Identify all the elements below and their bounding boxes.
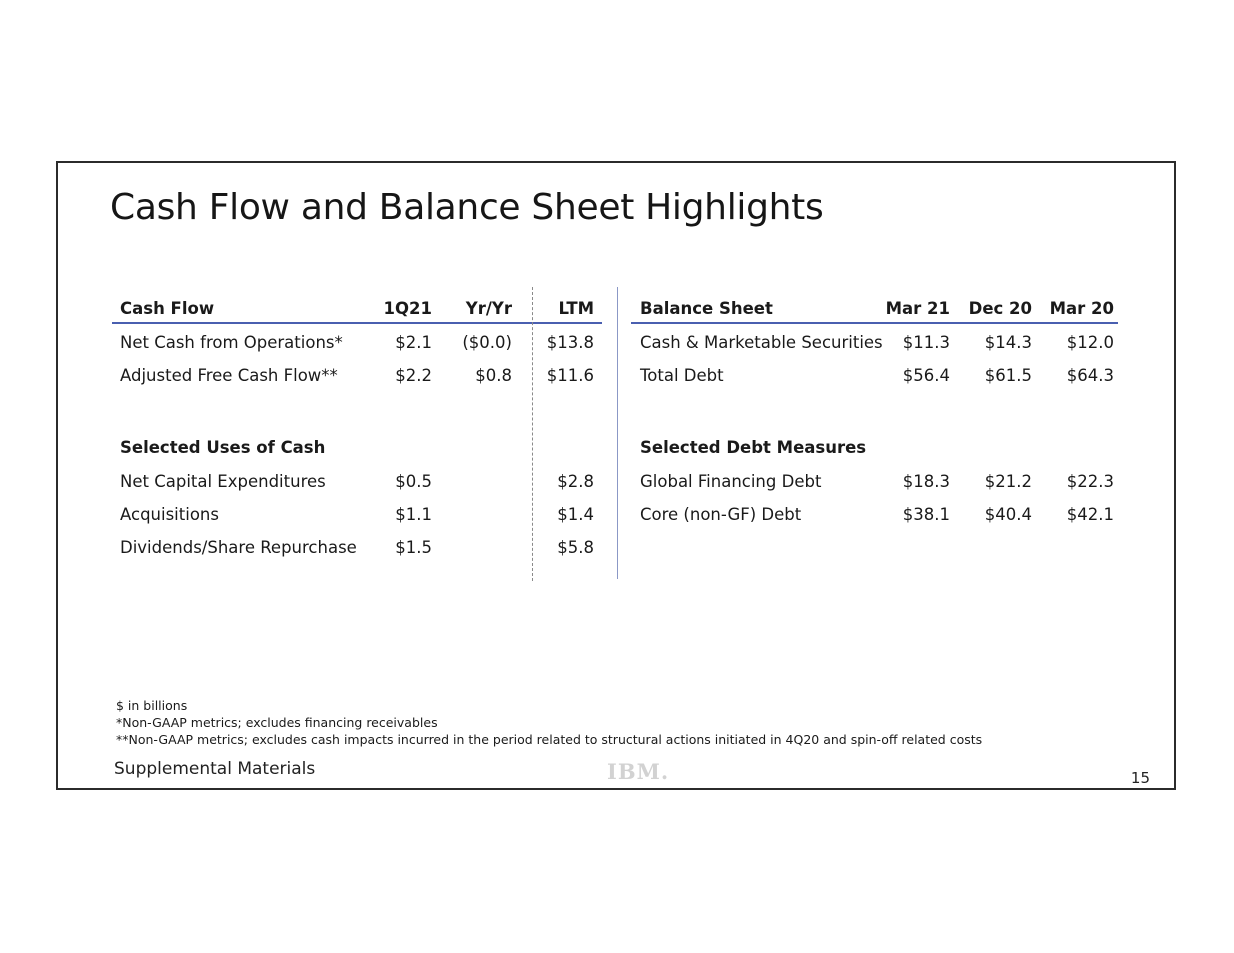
debt-measures-heading: Selected Debt Measures (640, 438, 867, 457)
table-cell: $11.6 (546, 366, 594, 385)
table-cell: $11.3 (902, 333, 950, 352)
table-cell: $0.8 (475, 366, 512, 385)
table-divider (617, 287, 618, 579)
table-cell: $12.0 (1066, 333, 1114, 352)
table-cell: $61.5 (984, 366, 1032, 385)
table-cell: $64.3 (1066, 366, 1114, 385)
footnote-units: $ in billions (116, 698, 188, 713)
table-row-label: Acquisitions (120, 505, 219, 524)
page-number: 15 (1130, 769, 1150, 787)
page-title: Cash Flow and Balance Sheet Highlights (110, 187, 824, 228)
table-cell: $14.3 (984, 333, 1032, 352)
table-cell: ($0.0) (462, 333, 512, 352)
ibm-logo: IBM. (607, 759, 670, 784)
table-cell: $2.2 (395, 366, 432, 385)
table-cell: $1.4 (557, 505, 594, 524)
table-cell: $13.8 (546, 333, 594, 352)
table-row-label: Net Capital Expenditures (120, 472, 326, 491)
table-cell: $1.5 (395, 538, 432, 557)
table-cell: $38.1 (902, 505, 950, 524)
table-row-label: Cash & Marketable Securities (640, 333, 883, 352)
table-cell: $18.3 (902, 472, 950, 491)
uses-of-cash-heading: Selected Uses of Cash (120, 438, 326, 457)
table-cell: $22.3 (1066, 472, 1114, 491)
table-cell: $42.1 (1066, 505, 1114, 524)
table-cell: $0.5 (395, 472, 432, 491)
balance-sheet-header-mar20: Mar 20 (1049, 299, 1114, 318)
footnote-non-gaap: *Non-GAAP metrics; excludes financing receivables (116, 715, 438, 730)
cash-flow-header-1q21: 1Q21 (383, 299, 432, 318)
table-row-label: Adjusted Free Cash Flow** (120, 366, 338, 385)
table-cell: $5.8 (557, 538, 594, 557)
balance-sheet-header-label: Balance Sheet (640, 299, 773, 318)
table-cell: $21.2 (984, 472, 1032, 491)
supplemental-materials-label: Supplemental Materials (114, 759, 316, 779)
table-cell: $40.4 (984, 505, 1032, 524)
ltm-divider (532, 287, 533, 581)
table-row-label: Global Financing Debt (640, 472, 822, 491)
table-row-label: Net Cash from Operations* (120, 333, 343, 352)
table-row-label: Dividends/Share Repurchase (120, 538, 357, 557)
balance-sheet-header-dec20: Dec 20 (968, 299, 1032, 318)
balance-sheet-header-rule (631, 322, 1118, 324)
slide (56, 161, 1176, 790)
table-cell: $56.4 (902, 366, 950, 385)
balance-sheet-header-mar21: Mar 21 (885, 299, 950, 318)
table-row-label: Total Debt (640, 366, 724, 385)
cash-flow-header-rule (112, 322, 602, 324)
table-cell: $2.8 (557, 472, 594, 491)
table-cell: $2.1 (395, 333, 432, 352)
table-row-label: Core (non-GF) Debt (640, 505, 802, 524)
table-cell: $1.1 (395, 505, 432, 524)
cash-flow-header-label: Cash Flow (120, 299, 215, 318)
cash-flow-header-yryr: Yr/Yr (465, 299, 512, 318)
footnote-adjusted-fcf: **Non-GAAP metrics; excludes cash impacts incurred in the period related to structural actions initiated in 4Q20 and spin-off related costs (116, 732, 983, 747)
cash-flow-header-ltm: LTM (558, 299, 594, 318)
